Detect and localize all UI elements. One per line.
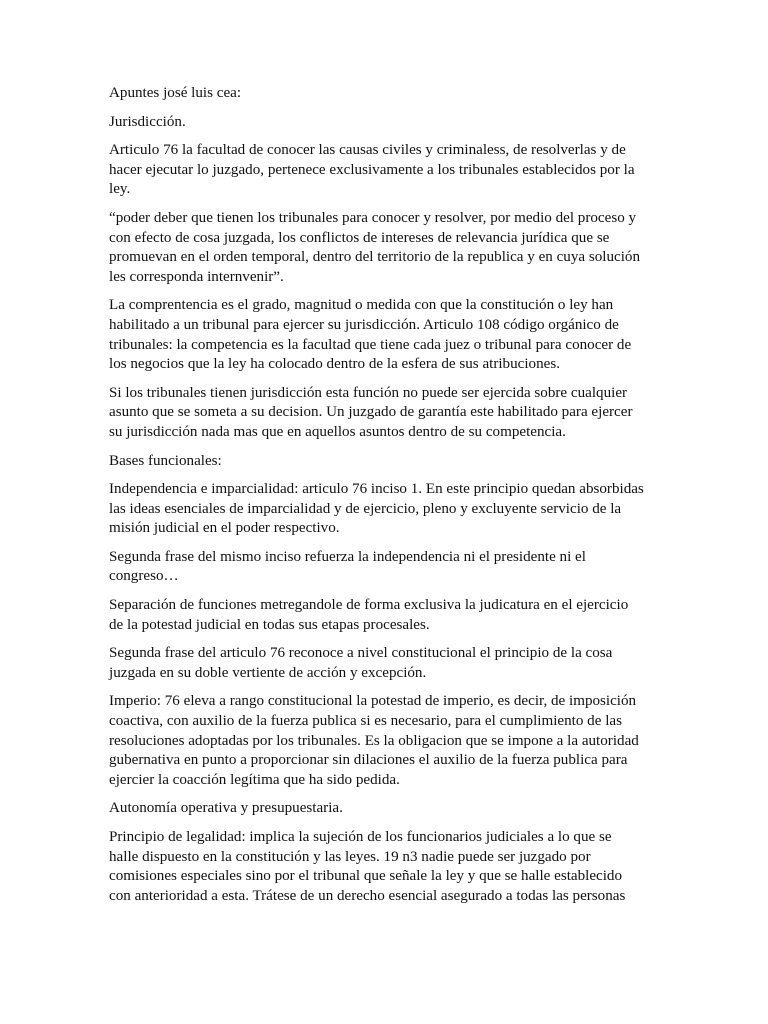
text-line: hacer ejecutar lo juzgado, pertenece exclusivamente a los tribunales establecidos por la [109,161,635,178]
paragraph [109,296,661,374]
text-line: de la potestad judicial en todas sus etapas procesales. [109,616,430,633]
text-line: les corresponda internvenir”. [109,268,284,285]
paragraph [109,209,661,287]
text-line: comisiones especiales sino por el tribunal que señale la ley y que se halle establecido [109,868,623,885]
text-line: Independencia e imparcialidad: articulo 76 inciso 1. En este principio quedan absorbidas [109,481,644,498]
text-line: Apuntes josé luis cea: [109,85,242,101]
text-line: ley. [109,181,131,198]
paragraph [109,480,661,539]
text-line: Separación de funciones metregandole de forma exclusiva la judicatura en el ejercicio [109,597,629,614]
text-line: Autonomía operativa y presupuestaria. [109,800,343,817]
paragraph [109,452,661,472]
paragraph [109,596,661,635]
paragraph [109,644,661,683]
text-line: juzgada en su doble vertiente de acción y excepción. [109,664,427,681]
text-line: Principio de legalidad: implica la sujeción de los funcionarios judiciales a lo que se [109,829,612,845]
text-line: Articulo 76 la facultad de conocer las causas civiles y criminaless, de resolverlas y de [109,142,626,159]
text-line: gubernativa en punto a proporcionar sin dilaciones el auxilio de la fuerza publica para [109,752,628,769]
paragraph [109,141,661,200]
text-line: promuevan en el orden temporal, dentro del territorio de la republica y en cuya solución [109,249,641,266]
document-body [109,84,661,915]
paragraph [109,384,661,443]
text-line: habilitado a un tribunal para ejercer su jurisdicción. Articulo 108 código orgánico de [109,316,619,333]
text-line: con efecto de cosa juzgada, los conflictos de intereses de relevancia jurídica que se [109,229,610,246]
text-line: Segunda frase del articulo 76 reconoce a nivel constitucional el principio de la cosa [109,645,613,662]
text-line: misión judicial en el poder respectivo. [109,520,340,537]
text-line: Bases funcionales: [109,452,222,469]
text-line: resoluciones adoptadas por los tribunales. Es la obligacion que se impone a la autoridad [109,732,639,749]
text-line: Segunda frase del mismo inciso refuerza la independencia ni el presidente ni el [109,548,586,565]
text-line: su jurisdicción nada mas que en aquellos asuntos dentro de su competencia. [109,423,566,440]
text-line: Imperio: 76 eleva a rango constitucional la potestad de imperio, es decir, de imposición [109,693,637,710]
paragraph [109,548,661,587]
text-line: congreso… [109,568,179,585]
text-line: asunto que se someta a su decision. Un juzgado de garantía este habilitado para ejercer [109,404,633,421]
text-line: los negocios que la ley ha colocado dentro de la esfera de sus atribuciones. [109,356,560,373]
text-line: con anterioridad a esta. Trátese de un derecho esencial asegurado a todas las personas [109,887,626,904]
text-line: tribunales: la competencia es la facultad que tiene cada juez o tribunal para conocer de [109,336,632,353]
paragraph [109,113,661,133]
text-line: coactiva, con auxilio de la fuerza publica si es necesario, para el cumplimiento de las [109,713,622,730]
text-line: Jurisdicción. [109,113,186,130]
paragraph [109,692,661,790]
text-line: halle dispuesto en la constitución y las leyes. 19 n3 nadie puede ser juzgado por [109,848,591,865]
paragraph [109,84,661,104]
text-line: Si los tribunales tienen jurisdicción esta función no puede ser ejercida sobre cualquier [109,384,628,401]
paragraph [109,799,661,819]
paragraph [109,828,661,906]
text-line: ejercier la coacción legítima que ha sido pedida. [109,771,400,788]
text-line: La comprentencia es el grado, magnitud o medida con que la constitución o ley han [109,297,614,314]
text-line: “poder deber que tienen los tribunales para conocer y resolver, por medio del proceso y [109,209,637,226]
text-line: las ideas esenciales de imparcialidad y de ejercicio, pleno y excluyente servicio de la [109,500,622,517]
